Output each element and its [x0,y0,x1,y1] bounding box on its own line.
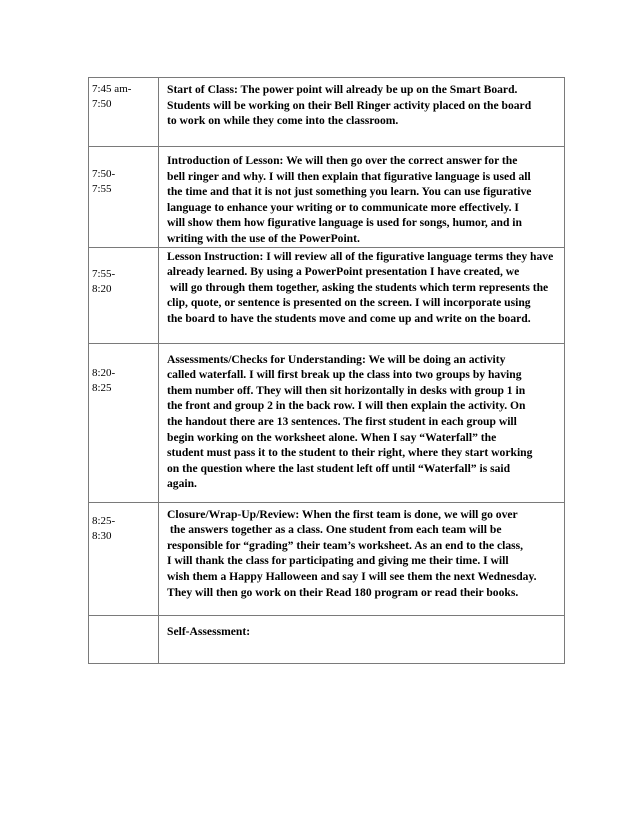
time-label: 7:45 am- 7:50 [92,83,132,110]
table-row [89,78,565,147]
description-line: called waterfall. I will first break up the class into two groups by having [167,368,522,382]
description-line: Closure/Wrap-Up/Review: When the first team is done, we will go over [167,507,518,521]
description-line: the time and that it is not just something you learn. You can use figurative [167,185,532,199]
table-row [89,502,565,615]
description-line: the front and group 2 in the back row. I will then explain the activity. On [167,399,526,413]
description-line: writing with the use of the PowerPoint. [167,231,360,245]
time-cell [89,247,159,343]
description-line: Lesson Instruction: I will review all of the figurative language terms they have [167,249,554,263]
description-line: Students will be working on their Bell Ringer activity placed on the board [167,98,532,112]
description-line: wish them a Happy Halloween and say I will see them the next Wednesday. [167,569,537,583]
description-line: the answers together as a class. One student from each team will be [167,523,502,537]
time-label [89,616,158,619]
description-line: begin working on the worksheet alone. When I say “Waterfall” the [167,430,497,444]
description-line: I will thank the class for participating and giving me their time. I will [167,554,509,568]
lesson-plan-table [88,77,565,664]
description-line: will go through them together, asking the students which term represents the [167,280,549,294]
description-line: student must pass it to the student to their right, where they start working [167,446,533,460]
description-line: them number off. They will then sit horizontally in desks with group 1 in [167,383,526,397]
time-cell [89,502,159,615]
table-row [89,147,565,248]
description-line: will show them how figurative language is used for songs, humor, and in [167,216,522,230]
description-line: Introduction of Lesson: We will then go over the correct answer for the [167,154,518,167]
self-assessment-label: Self-Assessment: [167,624,251,638]
description-line: already learned. By using a PowerPoint presentation I have created, we [167,265,520,279]
description-cell [159,147,565,248]
description-cell [159,343,565,502]
description-line: bell ringer and why. I will then explain that figurative language is used all [167,169,531,183]
table-row [89,615,565,663]
description-line: again. [167,477,197,491]
description-line: responsible for “grading” their team’s worksheet. As an end to the class, [167,538,524,552]
description-line: the board to have the students move and come up and write on the board. [167,311,531,325]
time-cell [89,615,159,663]
time-cell [89,78,159,147]
description-line: Assessments/Checks for Understanding: We will be doing an activity [167,352,506,366]
time-cell [89,147,159,248]
description-line: the handout there are 13 sentences. The first student in each group will [167,414,517,428]
description-line: language to enhance your writing or to communicate more effectively. I [167,200,519,214]
time-label: 7:50- 7:55 [92,168,116,195]
description-line: They will then go work on their Read 180 program or read their books. [167,585,519,599]
description-cell [159,78,565,147]
time-label: 8:20- 8:25 [92,366,116,394]
description-cell [159,247,565,343]
table-row [89,343,565,502]
description-line: clip, quote, or sentence is presented on the screen. I will incorporate using [167,296,531,310]
time-label: 7:55- 8:20 [92,267,116,295]
description-cell [159,502,565,615]
description-line: to work on while they come into the classroom. [167,114,399,128]
time-cell [89,343,159,502]
description-line: Start of Class: The power point will already be up on the Smart Board. [167,83,518,96]
table-row [89,247,565,343]
time-label: 8:25- 8:30 [92,514,116,542]
description-line: on the question where the last student left off until “Waterfall” is said [167,461,511,475]
description-cell [159,615,565,663]
